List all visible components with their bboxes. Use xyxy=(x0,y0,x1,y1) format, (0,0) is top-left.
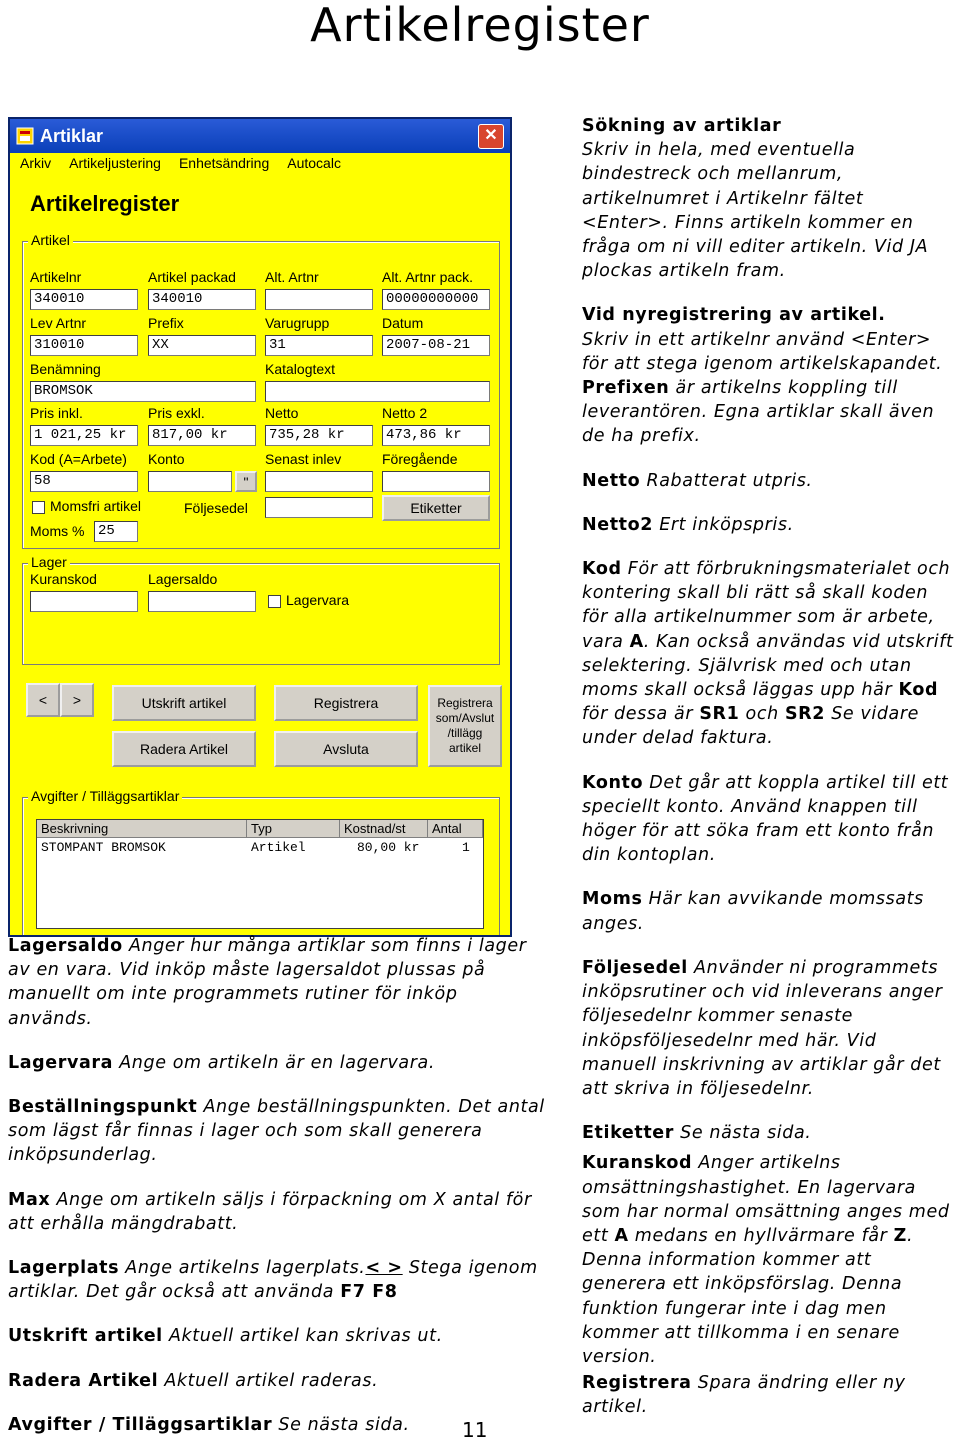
kuranskod-body-2: medans en hyllvärmare får xyxy=(634,1225,888,1246)
menu-enhetsandring[interactable]: Enhetsändring xyxy=(178,155,270,171)
label-datum: Datum xyxy=(382,315,424,331)
label-kuranskod: Kuranskod xyxy=(30,571,97,587)
right-text-column xyxy=(582,114,954,1420)
bestallningspunkt-body: Ange beställningspunkten. Det antal som lägst får finnas i lager och som skall generera inköpsunderlag. xyxy=(8,1097,545,1166)
foljesedel-body: Använder ni programmets inköpsrutiner och vid inleverans anger följesedelnr kommer senaste inköpsföljesedelnr med här. Vid manuell inskrivning av artiklar går det att skriva in följesedelnr. xyxy=(582,957,943,1099)
label-varugrupp: Varugrupp xyxy=(265,315,330,331)
app-icon xyxy=(16,127,34,145)
momsfri-checkbox[interactable] xyxy=(32,501,45,514)
avsluta-button[interactable]: Avsluta xyxy=(274,731,418,767)
registrera-section xyxy=(582,1371,954,1419)
foljesedel-term: Följesedel xyxy=(582,957,688,978)
label-foljesedel: Följesedel xyxy=(184,500,248,516)
kod-section xyxy=(582,557,954,751)
label-lev-artnr: Lev Artnr xyxy=(30,315,87,331)
bestallningspunkt-section xyxy=(8,1095,548,1168)
menu-bar xyxy=(20,155,341,171)
prev-button[interactable]: < xyxy=(26,683,60,717)
senast-inlev-field[interactable] xyxy=(265,471,373,492)
kod-body-4: Se vidare under delad faktura. xyxy=(582,704,920,749)
kod-field[interactable]: 58 xyxy=(30,471,138,492)
label-pris-inkl: Pris inkl. xyxy=(30,405,83,421)
lagervara-checkbox[interactable] xyxy=(268,595,281,608)
foljesedel-section xyxy=(582,956,954,1101)
etiketter-section xyxy=(582,1121,954,1145)
utskrift-artikel-button[interactable]: Utskrift artikel xyxy=(112,685,256,721)
label-artikelnr: Artikelnr xyxy=(30,269,82,285)
radera-body: Aktuell artikel raderas. xyxy=(164,1370,379,1391)
artiklar-window xyxy=(8,117,512,937)
lagerplats-term: Lagerplats xyxy=(8,1258,120,1279)
lagersaldo-body: Anger hur många artiklar som finns i lager av en vara. Vid inköp måste lagersaldot plussas på manuellt om inte programmets rutiner för inköp används. xyxy=(8,936,527,1029)
lagersaldo-section xyxy=(8,934,548,1031)
label-kod: Kod (A=Arbete) xyxy=(30,451,127,467)
kod-body-3: för dessa är xyxy=(582,704,694,725)
label-benamning: Benämning xyxy=(30,361,101,377)
bestallningspunkt-term: Beställningspunkt xyxy=(8,1097,198,1118)
radera-term: Radera Artikel xyxy=(8,1370,159,1391)
grid-header-antal[interactable]: Antal xyxy=(428,820,483,838)
moms-body: Här kan avvikande momssats anges. xyxy=(582,889,924,934)
konto-term: Konto xyxy=(582,772,644,793)
label-konto: Konto xyxy=(148,451,185,467)
benamning-field[interactable]: BROMSOK xyxy=(30,381,256,402)
artikel-packad-field[interactable]: 340010 xyxy=(148,289,256,310)
lagersaldo-term: Lagersaldo xyxy=(8,936,123,956)
foregaende-field[interactable] xyxy=(382,471,490,492)
kod-body-1: För att förbrukningsmaterialet och kontering skall bli rätt så skall koden för alla artikelnummer som är arbete, vara xyxy=(582,559,951,652)
avgifter-term: Avgifter / Tilläggsartiklar xyxy=(8,1414,273,1435)
registrera-button[interactable]: Registrera xyxy=(274,685,418,721)
label-alt-artnr: Alt. Artnr xyxy=(265,269,319,285)
label-pris-exkl: Pris exkl. xyxy=(148,405,205,421)
moms-section xyxy=(582,887,954,935)
netto2-section xyxy=(582,513,954,537)
sokning-body: Skriv in hela, med eventuella bindestreck och mellanrum, artikelnumret i Artikelnr fältet <Enter>. Finns artikeln kommer en fråga om ni vill editer artikeln. Vid JA plockas artikeln fram. xyxy=(582,140,929,282)
utskrift-body: Aktuell artikel kan skrivas ut. xyxy=(168,1326,443,1347)
grid-cell-typ[interactable]: Artikel xyxy=(251,840,306,855)
moms-field[interactable]: 25 xyxy=(94,521,138,542)
prefix-field[interactable]: XX xyxy=(148,335,256,356)
max-section xyxy=(8,1188,548,1236)
datum-field[interactable]: 2007-08-21 xyxy=(382,335,490,356)
kuranskod-body-1: Anger artikelns omsättningshastighet. En lagervara som har normal omsättning anges med ett xyxy=(582,1153,950,1246)
label-artikel-packad: Artikel packad xyxy=(148,269,236,285)
konto-field[interactable] xyxy=(148,471,232,492)
netto2-field[interactable]: 473,86 kr xyxy=(382,425,490,446)
lagerplats-section xyxy=(8,1256,548,1304)
grid-header-kostnad[interactable]: Kostnad/st xyxy=(340,820,428,838)
konto-body: Det går att koppla artikel till ett speciellt konto. Använd knappen till höger för att söka fram ett konto från din kontoplan. xyxy=(582,772,949,866)
label-lagervara: Lagervara xyxy=(286,592,350,608)
left-text-column xyxy=(8,934,548,1437)
label-netto2: Netto 2 xyxy=(382,405,428,421)
alt-artnr-pack-field[interactable]: 00000000000 xyxy=(382,289,490,310)
kod-kod: Kod xyxy=(898,680,939,701)
registrera-avslut-button[interactable]: Registrera som/Avslut /tillägg artikel xyxy=(428,685,502,767)
netto-field[interactable]: 735,28 kr xyxy=(265,425,373,446)
registrera-term: Registrera xyxy=(582,1373,692,1394)
label-foregaende: Föregående xyxy=(382,451,458,467)
label-lagersaldo: Lagersaldo xyxy=(148,571,218,587)
sokning-title: Sökning av artiklar xyxy=(582,116,782,136)
radera-section xyxy=(8,1369,548,1393)
katalogtext-field[interactable] xyxy=(265,381,490,402)
pris-exkl-field[interactable]: 817,00 kr xyxy=(148,425,256,446)
avgifter-body: Se nästa sida. xyxy=(278,1414,410,1435)
netto2-term: Netto2 xyxy=(582,514,654,535)
foljesedel-field[interactable] xyxy=(265,497,373,518)
registrera-body: Spara ändring eller ny artikel. xyxy=(582,1373,906,1418)
label-prefix: Prefix xyxy=(148,315,184,331)
menu-arkiv[interactable]: Arkiv xyxy=(20,155,52,171)
grid-cell-kostnad[interactable]: 80,00 kr xyxy=(357,840,420,855)
lagervara-body: Ange om artikeln är en lagervara. xyxy=(119,1052,436,1073)
netto-section xyxy=(582,469,954,493)
kuranskod-section xyxy=(582,1151,954,1369)
label-senast-inlev: Senast inlev xyxy=(265,451,342,467)
lev-artnr-field[interactable]: 310010 xyxy=(30,335,138,356)
next-button[interactable]: > xyxy=(60,683,94,717)
sokning-section xyxy=(582,114,954,283)
artikelnr-field[interactable]: 340010 xyxy=(30,289,138,310)
utskrift-term: Utskrift artikel xyxy=(8,1326,163,1347)
kod-sr2: SR2 xyxy=(784,704,826,725)
netto-term: Netto xyxy=(582,470,641,491)
lagervara-section xyxy=(8,1051,548,1075)
nyreg-section xyxy=(582,303,954,376)
lager-group-title: Lager xyxy=(28,554,70,570)
alt-artnr-field[interactable] xyxy=(265,289,373,310)
grid-cell-antal[interactable]: 1 xyxy=(462,840,470,855)
dialog-heading: Artikelregister xyxy=(30,191,180,216)
radera-artikel-button[interactable]: Radera Artikel xyxy=(112,731,256,767)
netto-body: Rabatterat utpris. xyxy=(646,470,813,491)
prefix-section xyxy=(582,376,954,449)
window-titlebar xyxy=(10,119,510,153)
kod-body-2: . Kan också användas vid utskrift selektering. Självrisk med och utan moms skall också läggas upp här xyxy=(582,631,954,701)
page-title: Artikelregister xyxy=(310,0,650,52)
lagersaldo-field[interactable] xyxy=(148,591,256,612)
prefix-body: är artikelns koppling till leverantören. Egna artiklar skall även de ha prefix. xyxy=(582,378,935,447)
kod-och: och xyxy=(745,704,779,725)
label-netto: Netto xyxy=(265,405,299,421)
max-body: Ange om artikeln säljs i förpackning om X antal för att erhålla mängdrabatt. xyxy=(8,1189,532,1234)
lagervara-term: Lagervara xyxy=(8,1052,114,1073)
netto2-body: Ert inköpspris. xyxy=(659,514,794,535)
moms-term: Moms xyxy=(582,889,643,910)
nav-body: Stega igenom artiklar. Det går också att använda xyxy=(8,1258,538,1303)
varugrupp-field[interactable]: 31 xyxy=(265,335,373,356)
utskrift-section xyxy=(8,1324,548,1348)
close-button[interactable]: ✕ xyxy=(478,124,504,149)
prefix-term: Prefixen xyxy=(582,378,670,399)
max-term: Max xyxy=(8,1189,51,1210)
page-number: 11 xyxy=(462,1418,488,1442)
kuranskod-z: Z xyxy=(893,1225,907,1246)
kuranskod-body-3: . Denna information kommer att generera ett inköpsförslag. Denna funktion fungerar inte i dag men kommer att tillkomma i en senare version. xyxy=(582,1225,914,1367)
nav-keys: F7 F8 xyxy=(340,1282,398,1303)
artikel-group-title: Artikel xyxy=(28,232,73,248)
nyreg-body: Skriv in ett artikelnr använd <Enter> för att stega igenom artikelskapandet. xyxy=(582,329,943,374)
kuranskod-field[interactable] xyxy=(30,591,138,612)
kod-a: A xyxy=(629,631,644,652)
nyreg-title: Vid nyregistrering av artikel. xyxy=(582,305,886,326)
label-moms: Moms % xyxy=(30,523,85,539)
etiketter-term: Etiketter xyxy=(582,1123,674,1144)
menu-artikeljustering[interactable]: Artikeljustering xyxy=(69,155,161,171)
konto-section xyxy=(582,771,954,868)
pris-inkl-field[interactable]: 1 021,25 kr xyxy=(30,425,138,446)
grid-header-typ[interactable]: Typ xyxy=(247,820,340,838)
label-katalogtext: Katalogtext xyxy=(265,361,336,377)
konto-lookup-button[interactable]: " xyxy=(235,471,257,492)
menu-autocalc[interactable]: Autocalc xyxy=(287,155,341,171)
etiketter-body: Se nästa sida. xyxy=(680,1123,812,1144)
etiketter-button[interactable]: Etiketter xyxy=(382,495,490,521)
kuranskod-term: Kuranskod xyxy=(582,1153,693,1174)
lagerplats-body: Ange artikelns lagerplats. xyxy=(125,1258,366,1279)
avgifter-group-title: Avgifter / Tilläggsartiklar xyxy=(28,788,182,804)
label-alt-artnr-pack: Alt. Artnr pack. xyxy=(382,269,474,285)
kod-term: Kod xyxy=(582,559,622,580)
kuranskod-a: A xyxy=(614,1225,629,1246)
label-momsfri: Momsfri artikel xyxy=(50,498,142,514)
nav-term: < > xyxy=(365,1258,403,1279)
window-title: Artiklar xyxy=(40,125,104,146)
grid-header-beskrivning[interactable]: Beskrivning xyxy=(37,820,247,838)
grid-cell-beskrivning[interactable]: STOMPANT BROMSOK xyxy=(41,840,166,855)
kod-sr1: SR1 xyxy=(699,704,740,725)
avgifter-grid[interactable] xyxy=(36,819,484,929)
